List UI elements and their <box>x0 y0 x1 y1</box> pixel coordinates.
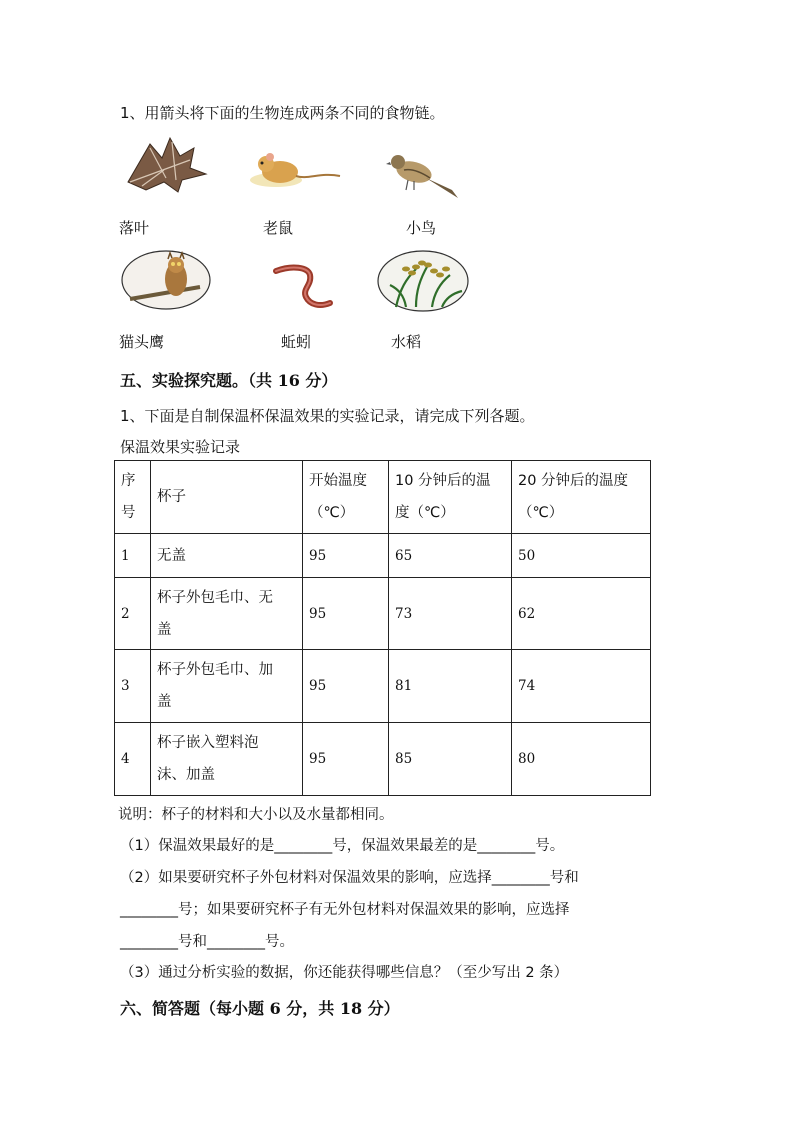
header-start-temp: 开始温度 （℃） <box>303 461 389 534</box>
section-5-title: 五、实验探究题。（共 16 分） <box>120 371 338 390</box>
cell-start: 95 <box>303 534 389 578</box>
table-header-row <box>115 461 651 534</box>
table-row <box>115 650 651 723</box>
food-chain-question: 1、用箭头将下面的生物连成两条不同的食物链。 <box>120 104 445 122</box>
cell-start: 95 <box>303 578 389 650</box>
cell-index: 1 <box>115 534 151 578</box>
insulation-data-table <box>114 460 651 796</box>
cell-start: 95 <box>303 723 389 796</box>
cell-10min: 85 <box>389 723 512 796</box>
cell-10min: 81 <box>389 650 512 723</box>
cell-cup: 无盖 <box>151 534 303 578</box>
table-note: 说明：杯子的材料和大小以及水量都相同。 <box>118 807 394 823</box>
cell-20min: 74 <box>512 650 651 723</box>
sub-question-2-line-1: （2）如果要研究杯子外包材料对保温效果的影响，应选择________号和 <box>120 870 579 886</box>
earthworm-icon <box>272 263 336 311</box>
cell-20min: 80 <box>512 723 651 796</box>
organism-label-earthworm: 蚯蚓 <box>281 333 312 351</box>
organism-label-fallen-leaf: 落叶 <box>119 219 150 237</box>
cell-start: 95 <box>303 650 389 723</box>
owl-icon <box>120 249 212 311</box>
table-row <box>115 723 651 796</box>
sub-question-2-line-3: ________号和________号。 <box>120 934 294 950</box>
header-cup: 杯子 <box>151 461 303 534</box>
organism-label-mouse: 老鼠 <box>263 219 294 237</box>
cell-cup: 杯子嵌入塑料泡 沫、加盖 <box>151 723 303 796</box>
organism-label-rice: 水稻 <box>391 333 422 351</box>
sub-question-2-line-2: ________号；如果要研究杯子有无外包材料对保温效果的影响，应选择 <box>120 902 570 918</box>
cell-20min: 50 <box>512 534 651 578</box>
small-bird-icon <box>386 150 462 202</box>
table-row <box>115 578 651 650</box>
cell-index: 4 <box>115 723 151 796</box>
cell-index: 2 <box>115 578 151 650</box>
rice-plant-icon <box>376 249 470 313</box>
organism-label-owl: 猫头鹰 <box>119 333 165 351</box>
organism-label-small-bird: 小鸟 <box>406 219 437 237</box>
sub-question-1: （1）保温效果最好的是________号，保温效果最差的是________号。 <box>120 838 565 854</box>
sub-question-3: （3）通过分析实验的数据，你还能获得哪些信息？（至少写出 2 条） <box>120 965 569 981</box>
cell-cup: 杯子外包毛巾、加 盖 <box>151 650 303 723</box>
cell-cup: 杯子外包毛巾、无 盖 <box>151 578 303 650</box>
cell-10min: 73 <box>389 578 512 650</box>
table-row <box>115 534 651 578</box>
header-10min-temp: 10 分钟后的温 度（℃） <box>389 461 512 534</box>
fallen-leaf-icon <box>120 134 210 196</box>
cell-index: 3 <box>115 650 151 723</box>
mouse-icon <box>246 150 342 192</box>
cell-10min: 65 <box>389 534 512 578</box>
header-20min-temp: 20 分钟后的温度 （℃） <box>512 461 651 534</box>
cell-20min: 62 <box>512 578 651 650</box>
header-index: 序 号 <box>115 461 151 534</box>
table-caption: 保温效果实验记录 <box>120 438 241 456</box>
section-6-title: 六、简答题（每小题 6 分，共 18 分） <box>120 999 400 1018</box>
experiment-question: 1、下面是自制保温杯保温效果的实验记录，请完成下列各题。 <box>120 407 535 425</box>
